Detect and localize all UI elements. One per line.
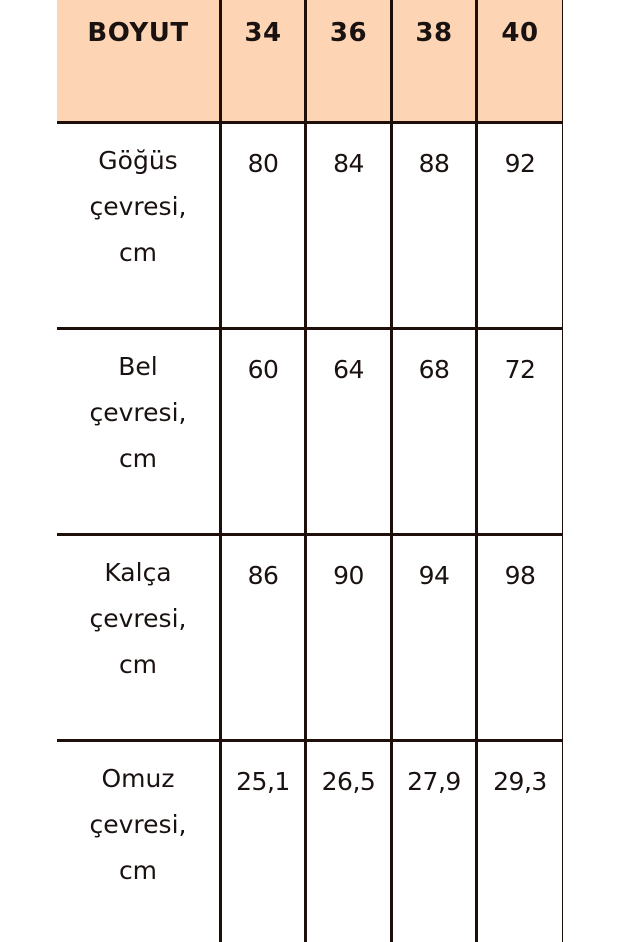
cell-value: 98 <box>504 561 536 590</box>
header-size-38 <box>393 0 478 121</box>
cell-value: 92 <box>504 149 536 178</box>
cell-value: 80 <box>247 149 279 178</box>
row-label-line: Bel <box>118 352 158 381</box>
cell-value: 27,9 <box>407 767 461 796</box>
table-cell <box>478 330 563 533</box>
row-label <box>57 124 222 327</box>
header-size-text: 36 <box>329 18 368 48</box>
row-label-line: çevresi, <box>89 398 187 427</box>
cell-value: 86 <box>247 561 279 590</box>
row-label-line: çevresi, <box>89 192 187 221</box>
header-size-label <box>57 0 222 121</box>
row-label <box>57 330 222 533</box>
table-cell <box>393 742 478 942</box>
row-label-line: Kalça <box>104 558 172 587</box>
table-cell <box>393 124 478 327</box>
cell-value: 68 <box>418 355 450 384</box>
row-label <box>57 742 222 942</box>
cell-value: 26,5 <box>321 767 376 796</box>
row-label-line: Göğüs <box>98 146 178 175</box>
header-size-text: 38 <box>415 18 453 48</box>
header-size-36 <box>307 0 393 121</box>
cell-value: 88 <box>418 149 450 178</box>
cell-value: 72 <box>504 355 536 384</box>
table-cell <box>307 330 393 533</box>
table-cell <box>222 536 307 739</box>
cell-value: 94 <box>418 561 450 590</box>
row-label-line: Omuz <box>101 764 175 793</box>
cell-value: 29,3 <box>493 767 547 796</box>
row-label <box>57 536 222 739</box>
table-row-waist <box>57 330 563 536</box>
cell-value: 84 <box>333 149 364 178</box>
table-cell <box>393 536 478 739</box>
table-cell <box>307 536 393 739</box>
table-cell <box>307 124 393 327</box>
table-cell <box>222 124 307 327</box>
table-cell <box>222 742 307 942</box>
cell-value: 25,1 <box>236 767 290 796</box>
row-label-line: cm <box>118 650 158 679</box>
row-label-line: çevresi, <box>89 604 187 633</box>
header-size-40 <box>478 0 563 121</box>
table-cell <box>478 742 563 942</box>
header-size-text: 40 <box>501 18 539 48</box>
row-label-line: cm <box>118 238 158 267</box>
header-size-label-text: BOYUT <box>87 18 189 48</box>
cell-value: 90 <box>333 561 364 590</box>
header-size-34 <box>222 0 307 121</box>
table-row-shoulder <box>57 742 563 942</box>
row-label-line: çevresi, <box>89 810 187 839</box>
table-cell <box>307 742 393 942</box>
size-chart-table <box>57 0 563 942</box>
table-cell <box>393 330 478 533</box>
table-cell <box>478 124 563 327</box>
row-label-line: cm <box>118 444 158 473</box>
table-row-hip <box>57 536 563 742</box>
header-row <box>57 0 563 124</box>
table-row-chest <box>57 124 563 330</box>
table-cell <box>222 330 307 533</box>
row-label-line: cm <box>118 856 158 885</box>
header-size-text: 34 <box>244 18 282 48</box>
cell-value: 64 <box>333 355 364 384</box>
table-cell <box>478 536 563 739</box>
cell-value: 60 <box>247 355 279 384</box>
